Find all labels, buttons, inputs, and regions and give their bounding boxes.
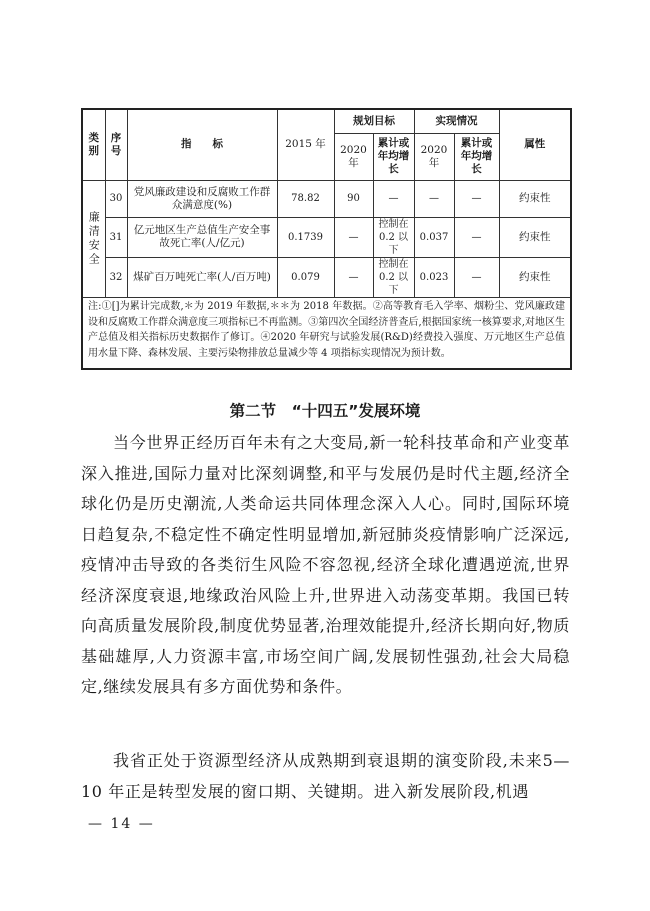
row-indicator: 党风廉政建设和反腐败工作群众满意度(%) xyxy=(127,180,277,217)
indicator-table-box xyxy=(81,108,572,370)
row-indicator: 亿元地区生产总值生产安全事故死亡率(人/亿元) xyxy=(127,217,277,257)
header-actual-2020: 2020 年 xyxy=(414,133,454,180)
row-number: 30 xyxy=(105,180,127,217)
table-note: 注:①[]为累计完成数,＊为 2019 年数据,＊＊为 2018 年数据。②高等教育毛入学率、烟粉尘、党风廉政建设和反腐败工作群众满意度三项指标已不再监测。③第四次全国经济普查后,根据国家统一核算要求,对地区生产总值及相关指标历史数据作了修订。④2020 年研究与试验发展(R&D)经费投入强度、万元地区生产总值用水量下降、森林发展、主要污染物排放总量减少等 4 项指标实现情况为预计数。 xyxy=(88,301,565,359)
row-target-growth: 控制在0.2 以下 xyxy=(373,257,414,297)
row-actual-2020: 0.037 xyxy=(414,217,454,257)
page-number: — 14 — xyxy=(88,816,155,832)
row-base-2015: 0.079 xyxy=(277,257,334,297)
header-category: 类别 xyxy=(83,110,105,180)
body-paragraph: 当今世界正经历百年未有之大变局,新一轮科技革命和产业变革深入推进,国际力量对比深刻调整,和平与发展仍是时代主题,经济全球化仍是历史潮流,人类命运共同体理念深入人心。同时,国际环境日趋复杂,不稳定性不确定性明显增加,新冠肺炎疫情影响广泛深远,疫情冲击导致的各类衍生风险不容忽视,经济全球化遭遇逆流,世界经济深度衰退,地缘政治风险上升,世界进入动荡变革期。我国已转向高质量发展阶段,制度优势显著,治理效能提升,经济长期向好,物质基础雄厚,人力资源丰富,市场空间广阔,发展韧性强劲,社会大局稳定,继续发展具有多方面优势和条件。 xyxy=(81,433,570,696)
row-target-growth: 控制在0.2 以下 xyxy=(373,217,414,257)
row-attribute: 约束性 xyxy=(499,180,570,217)
row-target-2020: — xyxy=(334,217,373,257)
header-target-growth: 累计或年均增长 xyxy=(373,133,414,180)
header-indicator: 指 标 xyxy=(127,110,277,180)
row-base-2015: 78.82 xyxy=(277,180,334,217)
row-actual-2020: 0.023 xyxy=(414,257,454,297)
header-attribute: 属性 xyxy=(499,110,570,180)
row-attribute: 约束性 xyxy=(499,217,570,257)
row-number: 32 xyxy=(105,257,127,297)
row-actual-growth: — xyxy=(454,217,499,257)
header-row-1 xyxy=(83,110,570,133)
row-target-2020: — xyxy=(334,257,373,297)
category-cell: 廉清安全 xyxy=(83,180,105,297)
table-row xyxy=(83,180,570,217)
header-planned-target: 规划目标 xyxy=(334,110,414,133)
row-target-2020: 90 xyxy=(334,180,373,217)
section-title: 第二节 “十四五”发展环境 xyxy=(229,402,421,420)
row-actual-growth: — xyxy=(454,257,499,297)
row-attribute: 约束性 xyxy=(499,257,570,297)
body-paragraph: 我省正处于资源型经济从成熟期到衰退期的演变阶段,未来5—10 年正是转型发展的窗口期、关键期。进入新发展阶段,机遇 xyxy=(81,751,570,801)
row-actual-growth: — xyxy=(454,180,499,217)
row-indicator: 煤矿百万吨死亡率(人/百万吨) xyxy=(127,257,277,297)
header-actual-status: 实现情况 xyxy=(414,110,499,133)
header-number: 序号 xyxy=(105,110,127,180)
header-actual-growth: 累计或年均增长 xyxy=(454,133,499,180)
table-row xyxy=(83,217,570,257)
indicator-table xyxy=(83,110,570,298)
table-row xyxy=(83,257,570,297)
row-number: 31 xyxy=(105,217,127,257)
row-base-2015: 0.1739 xyxy=(277,217,334,257)
row-actual-2020: — xyxy=(414,180,454,217)
header-base-year: 2015 年 xyxy=(277,110,334,180)
header-target-2020: 2020 年 xyxy=(334,133,373,180)
row-target-growth: — xyxy=(373,180,414,217)
